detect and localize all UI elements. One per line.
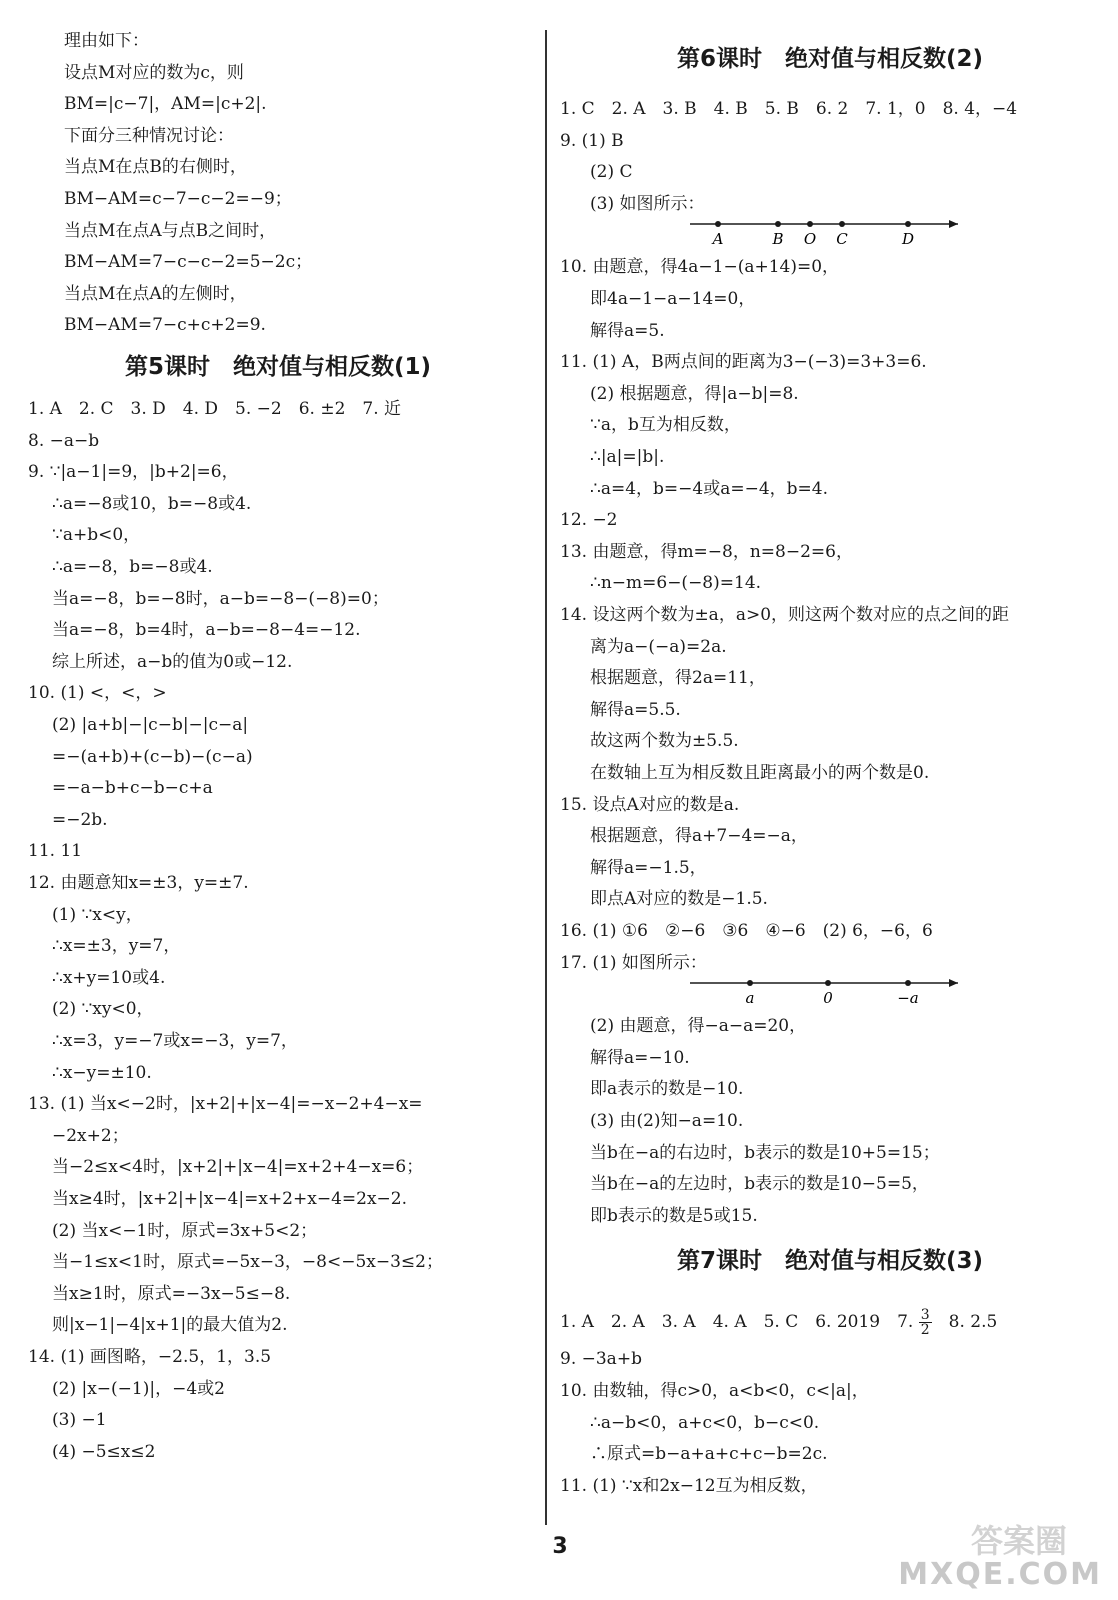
lesson7-line: 9. −3a+b	[560, 1349, 642, 1370]
lesson5-line: 1. A 2. C 3. D 4. D 5. −2 6. ±2 7. 近	[28, 399, 402, 419]
point-marker	[839, 221, 845, 227]
lesson7-line: 11. (1) ∵x和2x−12互为相反数，	[560, 1475, 818, 1496]
point-label: O	[803, 230, 817, 249]
lesson6-b-line: (2) 根据题意，得|a−b|=8.	[590, 383, 799, 404]
lesson6-b-line: 16. (1) ①6 ②−6 ③6 ④−6 (2) 6，−6，6	[560, 921, 933, 941]
lesson6-b-line: 14. 设这两个数为±a，a>0，则这两个数对应的点之间的距	[560, 605, 1010, 625]
lesson6-c-line: 解得a=−10.	[590, 1047, 690, 1068]
lesson5-line: =−(a+b)+(c−b)−(c−a)	[52, 746, 253, 767]
axis-arrow	[949, 979, 958, 987]
lesson6-b-line: ∴|a|=|b|.	[590, 447, 665, 467]
left-intro-line: BM−AM=7−c−c−2=5−2c；	[64, 252, 313, 273]
lesson5-line: (4) −5≤x≤2	[52, 1441, 156, 1462]
fraction-denominator: 2	[920, 1322, 930, 1339]
lesson7-line1-start: 1. A 2. A 3. A 4. A 5. C 6. 2019 7.	[560, 1312, 919, 1333]
lesson6-b-line: 故这两个数为±5.5.	[590, 731, 739, 752]
lesson5-line: 当−1≤x<1时，原式=−5x−3，−8<−5x−3≤2；	[52, 1252, 443, 1273]
left-intro-line: 设点M对应的数为c，则	[64, 62, 244, 83]
lesson6-heading: 第6课时 绝对值与相反数(2)	[676, 46, 984, 72]
point-marker	[715, 221, 721, 227]
left-intro-line: BM−AM=c−7−c−2=−9；	[64, 189, 292, 209]
lesson5-line: =−2b.	[52, 809, 108, 830]
lesson6-c-line: 当b在−a的左边时，b表示的数是10−5=5，	[590, 1174, 929, 1195]
lesson6-a-line: 9. (1) B	[560, 130, 624, 151]
lesson6-a-line: (3) 如图所示：	[590, 193, 705, 214]
lesson5-line: ∴a=−8或10，b=−8或4.	[52, 493, 252, 514]
axis-arrow	[949, 220, 958, 228]
lesson6-b-line: 在数轴上互为相反数且距离最小的两个数是0.	[590, 763, 930, 783]
point-marker	[807, 221, 813, 227]
left-intro-line: 当点M在点A的左侧时，	[64, 283, 247, 304]
lesson5-line: 10. (1) <，<，>	[28, 683, 167, 704]
number-line-1	[560, 216, 1100, 250]
lesson5-line: (2) |x−(−1)|，−4或2	[52, 1378, 225, 1399]
lesson5-line: ∴x−y=±10.	[52, 1062, 152, 1083]
point-label: B	[772, 230, 784, 249]
lesson5-line: 则|x−1|−4|x+1|的最大值为2.	[52, 1315, 288, 1336]
point-label: C	[836, 230, 848, 249]
lesson6-b-line: ∴a=4，b=−4或a=−4，b=4.	[590, 478, 828, 499]
lesson5-line: =−a−b+c−b−c+a	[52, 778, 213, 799]
lesson6-b-line: 根据题意，得a+7−4=−a，	[590, 826, 808, 847]
page-number: 3	[552, 1534, 568, 1559]
lesson7-line: 10. 由数轴，得c>0，a<b<0，c<|a|，	[560, 1381, 869, 1401]
lesson5-line: ∴x=3，y=−7或x=−3，y=7，	[52, 1031, 298, 1051]
watermark-text: MXQE.COM	[898, 1557, 1102, 1592]
watermark-logo: 答案圈	[970, 1522, 1067, 1560]
left-intro-line: BM−AM=7−c+c+2=9.	[64, 315, 266, 336]
lesson5-line: −2x+2；	[52, 1125, 129, 1146]
lesson6-b-line: 即点A对应的数是−1.5.	[590, 889, 768, 910]
lesson6-b-line: 10. 由题意，得4a−1−(a+14)=0，	[560, 257, 840, 278]
left-intro-line: BM=|c−7|，AM=|c+2|.	[64, 94, 267, 115]
lesson7-line	[560, 1308, 997, 1337]
lesson6-b-line: ∵a，b互为相反数，	[590, 415, 741, 436]
lesson5-line: 当x≥1时，原式=−3x−5≤−8.	[52, 1283, 291, 1304]
lesson5-line: 9. ∵|a−1|=9，|b+2|=6，	[28, 462, 239, 483]
point-label: −a	[897, 989, 919, 1008]
lesson6-a-line: (2) C	[590, 162, 633, 183]
lesson5-line: 8. −a−b	[28, 430, 100, 451]
lesson7-line: ∴a−b<0，a+c<0，b−c<0.	[590, 1412, 820, 1433]
lesson6-c-line: (2) 由题意，得−a−a=20，	[590, 1016, 807, 1037]
lesson5-line: 12. 由题意知x=±3，y=±7.	[28, 873, 249, 893]
lesson6-c-line: 即b表示的数是5或15.	[590, 1205, 758, 1226]
lesson5-line: 当a=−8，b=−8时，a−b=−8−(−8)=0；	[52, 588, 389, 609]
lesson5-heading: 第5课时 绝对值与相反数(1)	[124, 354, 432, 380]
lesson5-line: 综上所述，a−b的值为0或−12.	[52, 651, 293, 672]
lesson7-line: ∴原式=b−a+a+c+c−b=2c.	[590, 1444, 828, 1465]
left-intro-line: 当点M在点B的右侧时，	[64, 157, 247, 178]
lesson5-line: (1) ∵x<y，	[52, 904, 143, 925]
lesson5-line: ∴x+y=10或4.	[52, 967, 166, 988]
lesson6-b-line: 17. (1) 如图所示：	[560, 952, 707, 973]
lesson6-b-line: 12. −2	[560, 510, 618, 531]
point-marker	[775, 221, 781, 227]
lesson6-c-line: (3) 由(2)知−a=10.	[590, 1111, 744, 1131]
lesson6-b-line: 离为a−(−a)=2a.	[590, 636, 727, 657]
lesson6-c-line: 即a表示的数是−10.	[590, 1079, 744, 1100]
lesson5-line: ∴a=−8，b=−8或4.	[52, 557, 213, 577]
left-intro-line: 下面分三种情况讨论：	[64, 125, 234, 146]
column-divider	[545, 30, 547, 1525]
left-intro-line: 理由如下：	[64, 31, 149, 51]
lesson6-b-line: 解得a=5.5.	[590, 699, 681, 720]
point-marker	[747, 980, 753, 986]
point-label: A	[712, 230, 724, 249]
left-intro-line: 当点M在点A与点B之间时，	[64, 220, 277, 241]
lesson6-b-line: 根据题意，得2a=11，	[590, 668, 766, 689]
lesson5-line: 当−2≤x<4时，|x+2|+|x−4|=x+2+4−x=6；	[52, 1157, 424, 1178]
lesson6-b-line: 13. 由题意，得m=−8，n=8−2=6，	[560, 541, 853, 562]
lesson7-line1-end: 8. 2.5	[931, 1312, 998, 1333]
lesson5-line: 13. (1) 当x<−2时，|x+2|+|x−4|=−x−2+4−x=	[28, 1094, 423, 1115]
lesson7-heading: 第7课时 绝对值与相反数(3)	[676, 1248, 984, 1275]
lesson5-line: (2) 当x<−1时，原式=3x+5<2；	[52, 1220, 318, 1241]
lesson5-line: 14. (1) 画图略，−2.5，1，3.5	[28, 1347, 272, 1367]
lesson5-line: 当x≥4时，|x+2|+|x−4|=x+2+x−4=2x−2.	[52, 1189, 407, 1209]
fraction	[919, 1308, 932, 1337]
lesson5-line: (2) ∵xy<0，	[52, 999, 154, 1020]
lesson6-b-line: 解得a=5.	[590, 320, 665, 341]
lesson6-a-line: 1. C 2. A 3. B 4. B 5. B 6. 2 7. 1，0 8. 4，−4	[560, 99, 1018, 119]
lesson6-c-line: 当b在−a的右边时，b表示的数是10+5=15；	[590, 1142, 940, 1163]
lesson6-b-line: 15. 设点A对应的数是a.	[560, 794, 740, 815]
lesson5-line: (2) |a+b|−|c−b|−|c−a|	[52, 715, 249, 735]
lesson5-line: (3) −1	[52, 1410, 107, 1431]
lesson5-line: 当a=−8，b=4时，a−b=−8−4=−12.	[52, 620, 361, 641]
lesson6-b-line: 11. (1) A，B两点间的距离为3−(−3)=3+3=6.	[560, 352, 927, 373]
fraction-numerator: 3	[920, 1307, 930, 1324]
lesson6-b-line: 解得a=−1.5，	[590, 857, 707, 878]
number-line-2	[560, 975, 1100, 1009]
point-marker	[825, 980, 831, 986]
lesson5-line: ∵a+b<0，	[52, 525, 141, 546]
lesson5-line: ∴x=±3，y=7，	[52, 936, 181, 957]
lesson5-line: 11. 11	[28, 841, 83, 862]
point-label: 0	[823, 989, 833, 1008]
lesson6-b-line: ∴n−m=6−(−8)=14.	[590, 573, 762, 594]
point-marker	[905, 221, 911, 227]
point-label: D	[901, 230, 915, 249]
point-label: a	[745, 989, 755, 1008]
point-marker	[905, 980, 911, 986]
lesson6-b-line: 即4a−1−a−14=0，	[590, 289, 756, 309]
